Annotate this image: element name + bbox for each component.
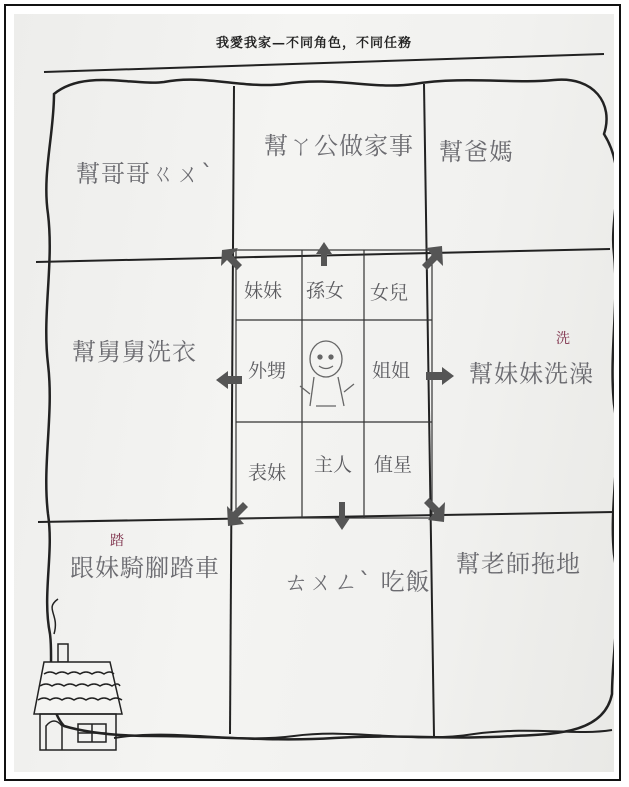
worksheet-title: 我愛我家—不同角色，不同任務	[215, 36, 412, 51]
cell-bottom-left: 跟妹騎腳踏車	[70, 554, 220, 582]
center-r3-c3: 值星	[374, 454, 413, 476]
cell-top-middle: 幫ㄚ公做家事	[264, 132, 414, 160]
arrow-down-left-icon	[227, 502, 248, 526]
cell-middle-left: 幫舅舅洗衣	[72, 338, 197, 366]
cell-middle-right: 幫妹妹洗澡	[469, 360, 594, 388]
cell-bottom-right: 幫老師拖地	[456, 550, 581, 578]
arrow-up-left-icon	[221, 248, 242, 270]
center-r2-c3: 姐姐	[372, 360, 411, 382]
center-r1-c2: 孫女	[306, 280, 345, 302]
cell-bottom-left-note: 踏	[110, 533, 124, 549]
center-r1-c3: 女兒	[370, 282, 409, 304]
cell-bottom-middle: ㄊㄨㄥˋ 吃飯	[284, 568, 431, 596]
center-r3-c2: 主人	[314, 454, 353, 476]
center-r1-c1: 妹妹	[244, 280, 283, 302]
arrow-left-icon	[216, 371, 242, 389]
child-drawing-icon	[300, 341, 354, 406]
cell-middle-right-note: 洗	[556, 331, 570, 347]
worksheet-photo	[14, 14, 614, 772]
arrow-up-icon	[316, 242, 332, 266]
center-r3-c1: 表妹	[248, 462, 287, 484]
cell-top-left: 幫哥哥ㄍㄨˋ	[76, 160, 214, 188]
center-r2-c1: 外甥	[248, 360, 287, 382]
arrow-right-icon	[426, 367, 454, 385]
cell-top-right: 幫爸媽	[439, 138, 514, 166]
